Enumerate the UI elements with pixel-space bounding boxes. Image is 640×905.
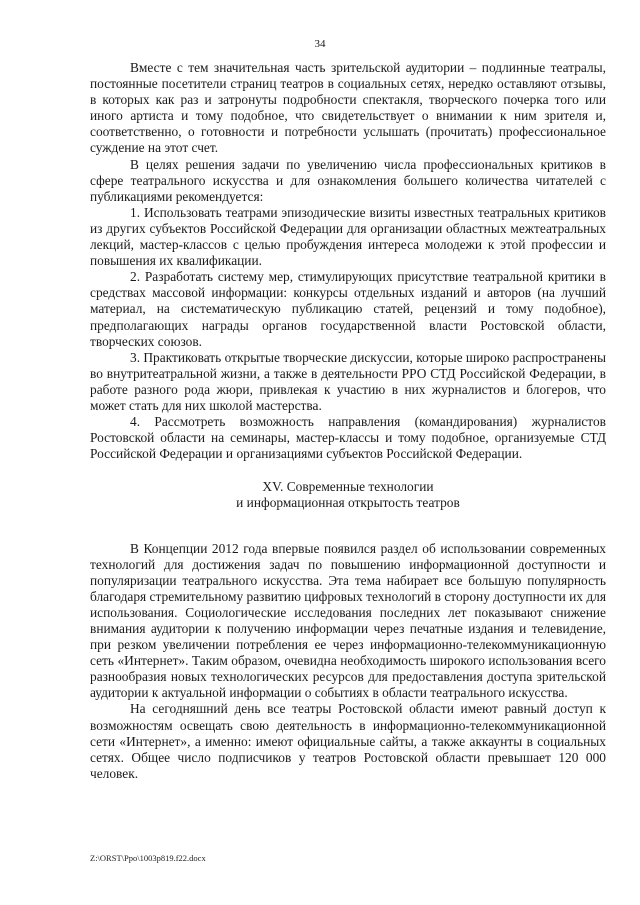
recommendation-item-3: 3. Практиковать открытые творческие дискуссии, которые широко распространены во внутритеатральной жизни, а также в деятельности РРО СТД Российской Федерации, в работе разного рода жюри, привлекая к участию в них журналистов и блогеров, что может стать для них школой мастерства. bbox=[90, 349, 607, 413]
recommendation-item-2: 2. Разработать систему мер, стимулирующих присутствие театральной критики в средствах массовой информации: конкурсы отдельных изданий и авторов (на лучший материал, на систематическую публикацию статей, рецензий и тому подобное), предполагающих награды органов государственной власти Ростовской области, творческих союзов. bbox=[90, 269, 606, 349]
page-number: 34 bbox=[314, 38, 326, 50]
paragraph-theatres-online: На сегодняшний день все театры Ростовской области имеют равный доступ к возможностям освещать свою деятельность в информационно-телекоммуникационной сети «Интернет», а именно: имеют официальные сайты, а также аккаунты в социальных сетях. Общее число подписчиков у театров Ростовской области превышает 120 000 человек. bbox=[90, 701, 606, 781]
section-heading bbox=[90, 479, 606, 511]
document-body bbox=[90, 60, 606, 782]
paragraph-critics-goal: В целях решения задачи по увеличению числа профессиональных критиков в сфере театрального искусства и для ознакомления большего количества читателей с публикациями рекомендуется: bbox=[90, 156, 606, 204]
footer-file-path: Z:\ORST\Ppo\1003p819.f22.docx bbox=[90, 853, 206, 863]
paragraph-concept-2012: В Концепции 2012 года впервые появился раздел об использовании современных технологий для достижения задач по повышению информационной доступности и популяризации театрального искусства. Эта тема набирает все большую популярность благодаря стремительному развитию цифровых технологий в сторону доступности их для использования. Социологические исследования последних лет показывают снижение внимания аудитории к получению информации через печатные издания и телевидение, при резком увеличении потребления ее через информационно-телекоммуникационную сеть «Интернет». Таким образом, очевидна необходимость широкого использования всего разнообразия новых технологических ресурсов для предоставления доступа зрительской аудитории к актуальной информации о событиях в области театрального искусства. bbox=[90, 540, 606, 701]
section-heading-line-2: и информационная открытость театров bbox=[236, 495, 460, 511]
recommendation-item-4: 4. Рассмотреть возможность направления (командирования) журналистов Ростовской области на семинары, мастер-классы и тому подобное, организуемые СТД Российской Федерации и организациями субъектов Российской Федерации. bbox=[90, 414, 606, 462]
recommendation-item-1: 1. Использовать театрами эпизодические визиты известных театральных критиков из других субъектов Российской Федерации для организации областных межтеатральных лекций, мастер-классов с целью пробуждения интереса молодежи к этой профессии и повышения их квалификации. bbox=[90, 204, 606, 269]
section-heading-line-1: XV. Современные технологии bbox=[262, 479, 434, 495]
paragraph-audience: Вместе с тем значительная часть зрительской аудитории – подлинные театралы, постоянные посетители страниц театров в социальных сетях, нередко оставляют отзывы, в которых как раз и затронуты подробности спектакля, творческого почерка того или иного артиста и тому подобное, что свидетельствует о внимании к ним зрителя и, соответственно, о готовности и потребности услышать (прочитать) профессиональное суждение на этот счет. bbox=[90, 60, 606, 156]
